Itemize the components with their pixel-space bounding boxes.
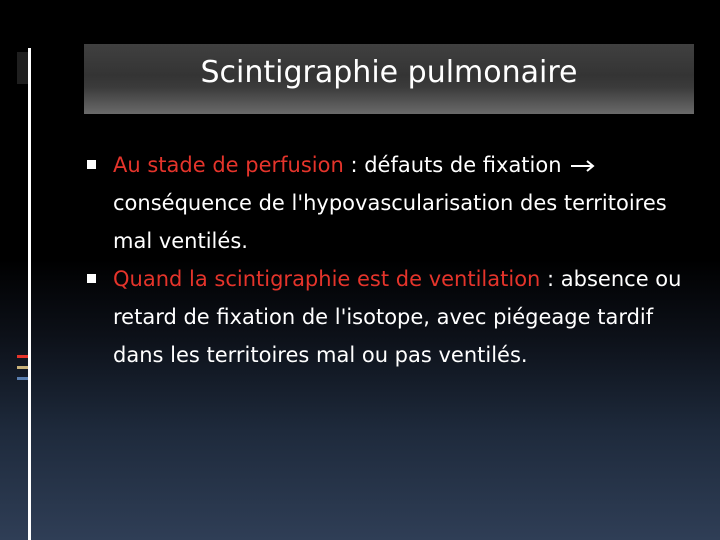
- left-red-stripe: [17, 355, 28, 358]
- bullet-item-ventilation: [86, 260, 696, 374]
- bullet-highlight: Quand la scintigraphie est de ventilation: [113, 267, 541, 291]
- square-bullet-icon: [87, 160, 96, 169]
- left-vertical-rule: [28, 48, 31, 540]
- left-tan-stripe: [17, 366, 28, 369]
- square-bullet-icon: [87, 274, 96, 283]
- bullet-item-perfusion: [86, 146, 696, 260]
- bullet-list: [86, 146, 696, 374]
- left-blue-stripe: [17, 377, 28, 380]
- bullet-text: : défauts de fixation: [343, 153, 569, 177]
- bullet-continuation: conséquence de l'hypovascularisation des territoires mal ventilés.: [113, 191, 667, 253]
- right-arrow-icon: [570, 160, 596, 172]
- bullet-text: : absence ou retard de fixation de l'isotope, avec piégeage tardif dans les territoires mal ou pas ventilés.: [113, 267, 682, 367]
- left-accent-block: [17, 52, 28, 84]
- bullet-highlight: Au stade de perfusion: [113, 153, 344, 177]
- slide-title: Scintigraphie pulmonaire: [200, 55, 578, 90]
